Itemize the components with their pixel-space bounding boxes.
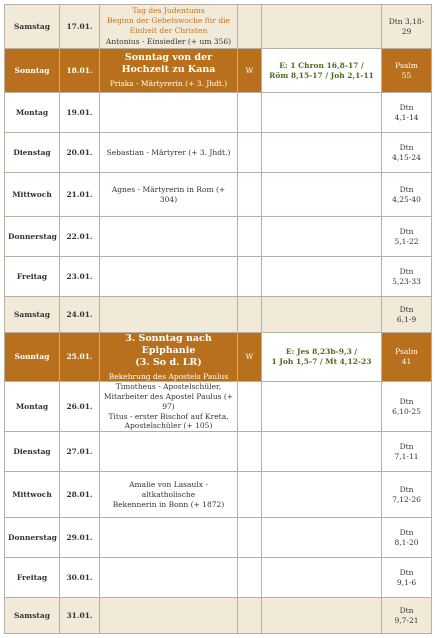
- reading-line: 1 Joh 1,5-7 / Mt 4,12-23: [271, 357, 372, 367]
- weekday-cell: Montag: [5, 382, 60, 432]
- date-cell: 20.01.: [60, 133, 100, 173]
- calendar-row: [5, 257, 432, 297]
- memorial-line: Mitarbeiter des Apostel Paulus (+ 97): [103, 392, 234, 411]
- lit-line: Dtn: [399, 184, 414, 194]
- weekday-cell: Samstag: [5, 5, 60, 49]
- reading-line: E: Jes 8,23b-9,3 /: [285, 347, 358, 357]
- lit-line: 7,1-11: [394, 451, 419, 461]
- lit-line: 55: [401, 70, 412, 80]
- reading-cell: [262, 297, 382, 333]
- date-cell: 21.01.: [60, 173, 100, 217]
- date-cell: 17.01.: [60, 5, 100, 49]
- event-line: Beginn der Gebetswoche für die: [107, 15, 230, 25]
- date-cell: 25.01.: [60, 333, 100, 382]
- memorial-line: Amalie von Lasaulx - altkatholische: [129, 480, 208, 499]
- date-cell: 24.01.: [60, 297, 100, 333]
- sunday-subtitle: Bekehrung des Apostels Paulus: [108, 371, 229, 381]
- memorial-cell: [100, 93, 238, 133]
- lit-line: Dtn: [399, 527, 414, 537]
- lit-cell: [382, 472, 432, 518]
- weekday-cell: Mittwoch: [5, 472, 60, 518]
- memorial-cell: [100, 297, 238, 333]
- weekday-cell: Samstag: [5, 598, 60, 634]
- lit-cell: Dtn 3,18-29: [382, 5, 432, 49]
- reading-cell: [262, 432, 382, 472]
- lit-line: 41: [401, 357, 412, 367]
- calendar-row: [5, 297, 432, 333]
- calendar-table: [4, 4, 432, 634]
- calendar-row: [5, 382, 432, 432]
- lit-line: Dtn: [399, 142, 414, 152]
- memorial-cell: [100, 518, 238, 558]
- color-cell: [238, 558, 262, 598]
- date-cell: 30.01.: [60, 558, 100, 598]
- lit-line: Dtn: [399, 441, 414, 451]
- lit-line: Dtn: [399, 102, 414, 112]
- weekday-cell: Montag: [5, 93, 60, 133]
- reading-cell: [262, 5, 382, 49]
- calendar-row: [5, 518, 432, 558]
- lit-line: 7,12-26: [392, 494, 421, 504]
- calendar-row-sunday: [5, 333, 432, 382]
- weekday-cell: Sonntag: [5, 49, 60, 93]
- memorial-cell: [100, 432, 238, 472]
- sunday-title: Sonntag von der: [124, 52, 213, 64]
- lit-cell: [382, 297, 432, 333]
- lit-cell: [382, 518, 432, 558]
- color-cell: W: [238, 49, 262, 93]
- weekday-cell: Mittwoch: [5, 173, 60, 217]
- reading-cell: [262, 382, 382, 432]
- lit-line: Dtn: [399, 266, 414, 276]
- memorial-cell: [100, 217, 238, 257]
- lit-cell: [382, 93, 432, 133]
- color-cell: [238, 382, 262, 432]
- lit-line: 8,1-20: [394, 537, 419, 547]
- lit-line: 4,15-24: [392, 152, 421, 162]
- memorial-cell: [100, 257, 238, 297]
- event-line: Einheit der Christen: [129, 25, 208, 35]
- reading-cell: [262, 173, 382, 217]
- date-cell: 27.01.: [60, 432, 100, 472]
- lit-line: Dtn: [399, 484, 414, 494]
- date-cell: 22.01.: [60, 217, 100, 257]
- reading-cell: [262, 49, 382, 93]
- reading-cell: [262, 133, 382, 173]
- lit-line: 6,10-25: [392, 406, 421, 416]
- calendar-row: [5, 173, 432, 217]
- calendar-row: [5, 598, 432, 634]
- date-cell: 28.01.: [60, 472, 100, 518]
- calendar-row-sunday: [5, 49, 432, 93]
- calendar-row: [5, 472, 432, 518]
- memorial-line: Apostelschüler (+ 105): [124, 421, 213, 431]
- reading-cell: [262, 93, 382, 133]
- memorial-line: Timotheus - Apostelschüler,: [115, 382, 222, 392]
- reading-line: E: 1 Chron 16,8-17 /: [279, 60, 364, 70]
- calendar-row: [5, 432, 432, 472]
- weekday-cell: Dienstag: [5, 133, 60, 173]
- sunday-subtitle: Priska - Märtyrerin (+ 3. Jhdt.): [109, 79, 228, 88]
- color-cell: [238, 598, 262, 634]
- color-cell: [238, 472, 262, 518]
- reading-line: Röm 8,15-17 / Joh 2,1-11: [269, 70, 374, 80]
- color-cell: [238, 257, 262, 297]
- lit-cell: [382, 217, 432, 257]
- lit-cell: [382, 333, 432, 382]
- memorial-cell: [100, 598, 238, 634]
- memorial-cell: [100, 382, 238, 432]
- sunday-title-cell: [100, 49, 238, 93]
- lit-cell: [382, 558, 432, 598]
- date-cell: 23.01.: [60, 257, 100, 297]
- weekday-cell: Donnerstag: [5, 217, 60, 257]
- calendar-row: [5, 93, 432, 133]
- memorial-line: Titus - erster Bischof auf Kreta,: [108, 411, 229, 421]
- color-cell: [238, 133, 262, 173]
- color-cell: [238, 5, 262, 49]
- calendar-row: [5, 5, 432, 49]
- memorial-cell: Sebastian - Märtyrer (+ 3. Jhdt.): [100, 133, 238, 173]
- event-line: Tag des Judentums: [132, 6, 205, 15]
- memorial-cell: [100, 472, 238, 518]
- lit-line: 4,1-14: [394, 112, 419, 122]
- sunday-title: 3. Sonntag nach Epiphanie: [125, 333, 212, 356]
- color-cell: [238, 173, 262, 217]
- memorial-cell: [100, 558, 238, 598]
- lit-line: 5,23-33: [392, 276, 421, 286]
- weekday-cell: Dienstag: [5, 432, 60, 472]
- lit-cell: [382, 173, 432, 217]
- calendar-row: [5, 217, 432, 257]
- lit-cell: [382, 133, 432, 173]
- reading-cell: [262, 558, 382, 598]
- memorial-line: Bekennerin in Bonn (+ 1872): [112, 499, 225, 509]
- lit-line: Dtn: [399, 226, 414, 236]
- weekday-cell: Donnerstag: [5, 518, 60, 558]
- date-cell: 18.01.: [60, 49, 100, 93]
- lit-line: Dtn: [399, 567, 414, 577]
- color-cell: [238, 432, 262, 472]
- lit-cell: [382, 382, 432, 432]
- lit-line: 5,1-22: [394, 236, 419, 246]
- lit-line: Dtn: [399, 304, 414, 314]
- reading-cell: [262, 518, 382, 558]
- date-cell: 19.01.: [60, 93, 100, 133]
- calendar-row: [5, 133, 432, 173]
- lit-line: Psalm: [395, 60, 418, 70]
- weekday-cell: Sonntag: [5, 333, 60, 382]
- lit-line: Dtn: [399, 397, 414, 406]
- lit-cell: [382, 432, 432, 472]
- reading-cell: [262, 598, 382, 634]
- event-cell: [100, 5, 238, 49]
- lit-line: Dtn: [399, 605, 414, 615]
- lit-cell: [382, 598, 432, 634]
- lit-line: 9,1-6: [396, 577, 417, 587]
- calendar-row: [5, 558, 432, 598]
- lit-line: 6,1-9: [396, 314, 417, 324]
- color-cell: [238, 297, 262, 333]
- color-cell: [238, 217, 262, 257]
- weekday-cell: Freitag: [5, 558, 60, 598]
- reading-cell: [262, 472, 382, 518]
- reading-cell: [262, 333, 382, 382]
- memorial-cell: Agnes - Märtyrerin in Rom (+ 304): [100, 173, 238, 217]
- color-cell: W: [238, 333, 262, 382]
- reading-cell: [262, 257, 382, 297]
- memorial-text: Antonius - Einsiedler (+ um 356): [105, 37, 232, 47]
- date-cell: 31.01.: [60, 598, 100, 634]
- sunday-title-cell: [100, 333, 238, 382]
- weekday-cell: Samstag: [5, 297, 60, 333]
- lit-line: Psalm: [395, 347, 418, 357]
- sunday-title: (3. So d. LR): [135, 356, 202, 368]
- lit-cell: [382, 49, 432, 93]
- reading-cell: [262, 217, 382, 257]
- sunday-title: Hochzeit zu Kana: [121, 64, 216, 76]
- weekday-cell: Freitag: [5, 257, 60, 297]
- lit-line: 9,7-21: [394, 615, 419, 625]
- color-cell: [238, 93, 262, 133]
- lit-cell: [382, 257, 432, 297]
- color-cell: [238, 518, 262, 558]
- date-cell: 26.01.: [60, 382, 100, 432]
- lit-line: 4,25-40: [392, 194, 421, 204]
- date-cell: 29.01.: [60, 518, 100, 558]
